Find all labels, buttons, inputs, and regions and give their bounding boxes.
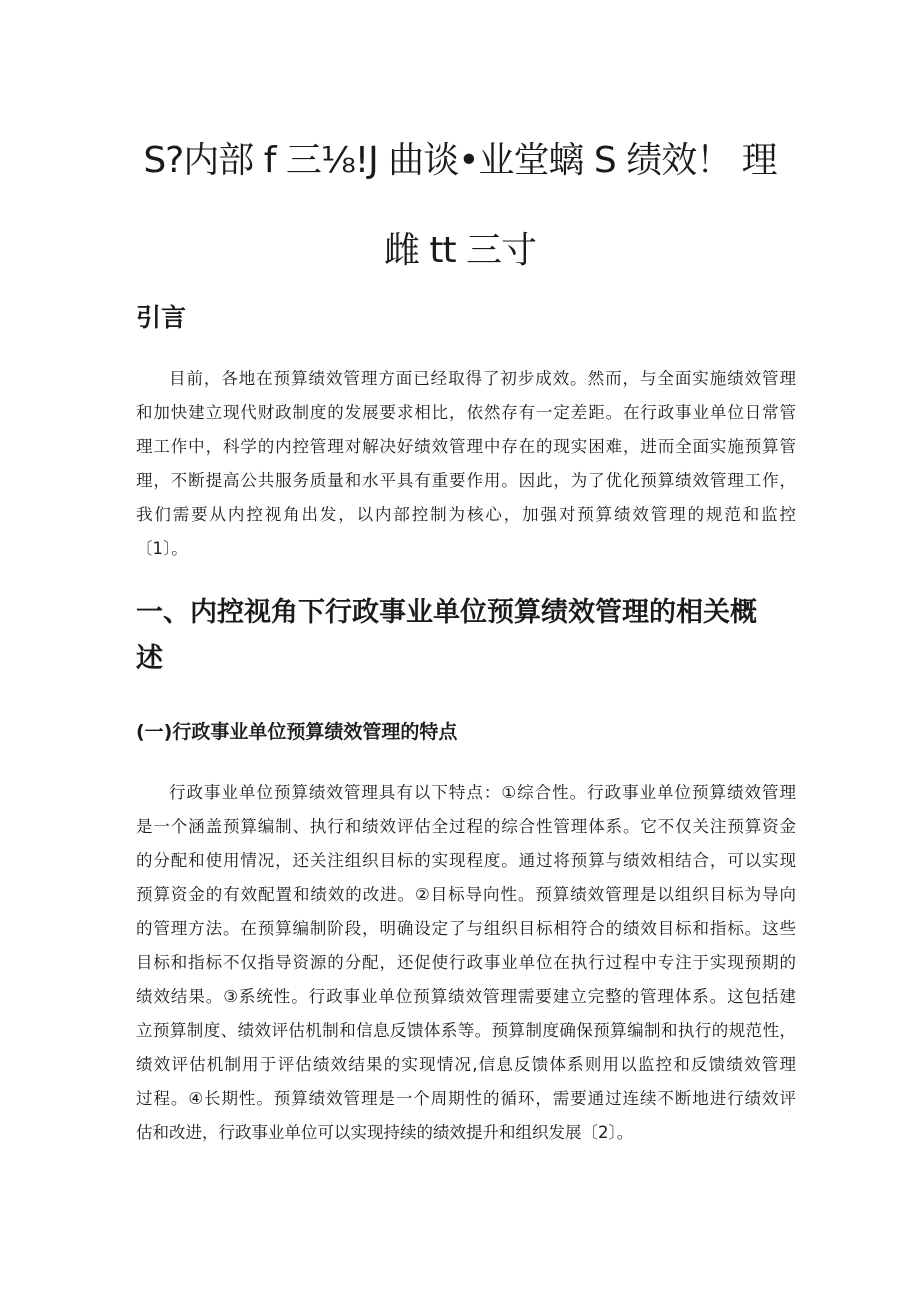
title-line-1: S?内部 f 三⅛!J 曲谈•业堂螭 S 绩效！ 理 (143, 140, 777, 181)
intro-line: 和加快建立现代财政制度的发展要求相比，依然存有一定差距。在行政事业单位日常管 (136, 403, 796, 422)
subsection-1-paragraph (136, 776, 796, 1150)
section-1-heading-line: 一、内控视角下行政事业单位预算绩效管理的相关概 (136, 597, 757, 628)
body-line: 目标和指标不仅指导资源的分配，还促使行政事业单位在执行过程中专注于实现预期的 (136, 953, 796, 972)
body-line: 立预算制度、绩效评估机制和信息反馈体系等。预算制度确保预算编制和执行的规范性， (136, 1021, 796, 1040)
intro-line: 理，不断提高公共服务质量和水平具有重要作用。因此，为了优化预算绩效管理工作， (136, 471, 796, 490)
body-line: 行政事业单位预算绩效管理具有以下特点：①综合性。行政事业单位预算绩效管理 (169, 783, 796, 802)
body-line: 绩效评估机制用于评估绩效结果的实现情况,信息反馈体系则用以监控和反馈绩效管理 (136, 1055, 796, 1074)
intro-heading: 引言 (136, 303, 187, 332)
title-line-2: 雌 tt 三寸 (383, 230, 537, 271)
section-1-heading (136, 590, 796, 682)
body-line: 的管理方法。在预算编制阶段，明确设定了与组织目标相符合的绩效目标和指标。这些 (136, 919, 796, 938)
subsection-1-heading: (一)行政事业单位预算绩效管理的特点 (136, 721, 458, 743)
body-line: 过程。④长期性。预算绩效管理是一个周期性的循环，需要通过连续不断地进行绩效评 (136, 1089, 796, 1108)
intro-line: 目前，各地在预算绩效管理方面已经取得了初步成效。然而，与全面实施绩效管理 (169, 369, 796, 388)
section-1-heading-line: 述 (136, 643, 163, 674)
intro-line: 理工作中，科学的内控管理对解决好绩效管理中存在的现实困难，进而全面实施预算管 (136, 437, 796, 456)
intro-line: 〔1〕。 (136, 539, 188, 558)
intro-paragraph (136, 362, 796, 566)
body-line: 估和改进，行政事业单位可以实现持续的绩效提升和组织发展〔2〕。 (136, 1123, 634, 1142)
intro-line: 我们需要从内控视角出发，以内部控制为核心，加强对预算绩效管理的规范和监控 (136, 505, 796, 524)
body-line: 是一个涵盖预算编制、执行和绩效评估全过程的综合性管理体系。它不仅关注预算资金 (136, 817, 796, 836)
body-line: 绩效结果。③系统性。行政事业单位预算绩效管理需要建立完整的管理体系。这包括建 (136, 987, 796, 1006)
body-line: 的分配和使用情况，还关注组织目标的实现程度。通过将预算与绩效相结合，可以实现 (136, 851, 796, 870)
body-line: 预算资金的有效配置和绩效的改进。②目标导向性。预算绩效管理是以组织目标为导向 (136, 885, 796, 904)
